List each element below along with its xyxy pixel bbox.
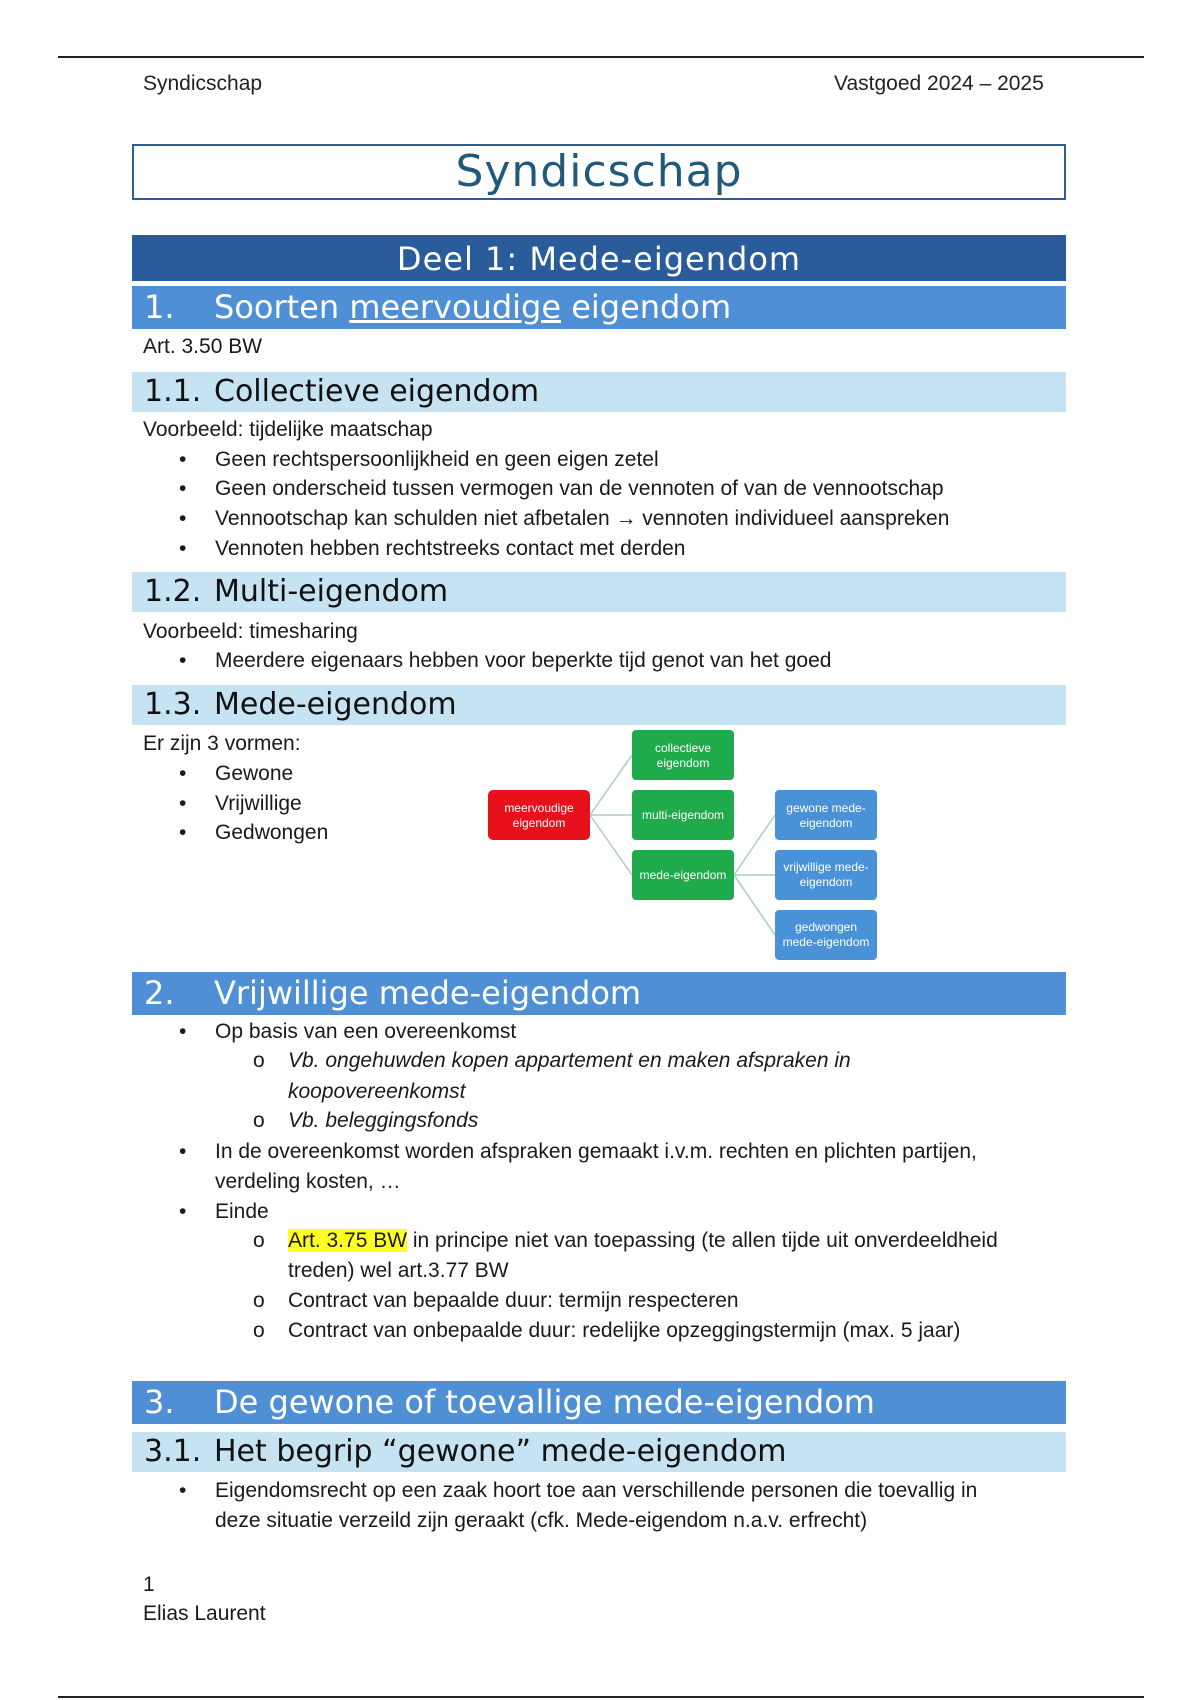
connector-line bbox=[734, 815, 775, 875]
list-item: • Op basis van een overeenkomst bbox=[215, 1020, 516, 1044]
section-title: Vrijwillige mede-eigendom bbox=[214, 974, 642, 1012]
section-title: Collectieve eigendom bbox=[214, 374, 540, 409]
list-item: • Einde bbox=[215, 1200, 269, 1224]
sub-list-item: o Art. 3.75 BW in principe niet van toepassing (te allen tijde uit onverdeeldheid bbox=[288, 1229, 998, 1253]
author-name: Elias Laurent bbox=[143, 1602, 266, 1625]
section-3-1-heading bbox=[132, 1432, 1066, 1472]
section-number: 3. bbox=[144, 1383, 175, 1421]
header-left: Syndicschap bbox=[143, 72, 263, 95]
node-vrijwillige-mede-eigendom bbox=[775, 850, 877, 900]
list-item: • Vrijwillige bbox=[215, 792, 302, 816]
node-gedwongen-mede-eigendom bbox=[775, 910, 877, 960]
section-1-heading bbox=[132, 286, 1066, 329]
intro-text: Er zijn 3 vormen: bbox=[143, 732, 301, 755]
sub-list-item: o Contract van bepaalde duur: termijn respecteren bbox=[288, 1289, 739, 1313]
bottom-rule bbox=[58, 1696, 1144, 1698]
section-1-1-heading bbox=[132, 372, 1066, 412]
root-node bbox=[488, 790, 590, 840]
section-title: De gewone of toevallige mede-eigendom bbox=[214, 1383, 875, 1421]
ownership-hierarchy-diagram bbox=[480, 720, 890, 970]
section-number: 1.2. bbox=[144, 574, 202, 609]
list-item-continuation: verdeling kosten, … bbox=[215, 1170, 401, 1193]
node-label: gewone mede- bbox=[786, 801, 866, 815]
section-2-heading bbox=[132, 972, 1066, 1015]
node-label: eigendom bbox=[799, 816, 853, 830]
section-title: Multi-eigendom bbox=[214, 574, 449, 609]
list-item: • Eigendomsrecht op een zaak hoort toe aan verschillende personen die toevallig in bbox=[215, 1479, 977, 1503]
list-item: • Geen rechtspersoonlijkheid en geen eigen zetel bbox=[215, 448, 659, 472]
node-collectieve-eigendom bbox=[632, 730, 734, 780]
node-label: vrijwillige mede- bbox=[783, 860, 869, 874]
intro-text: Voorbeeld: timesharing bbox=[143, 620, 358, 643]
node-label: eigendom bbox=[799, 875, 853, 889]
list-item: • Meerdere eigenaars hebben voor beperkte tijd genot van het goed bbox=[215, 649, 831, 673]
node-label: multi-eigendom bbox=[641, 808, 725, 822]
node-label: mede-eigendom bbox=[782, 935, 870, 949]
section-title: Het begrip “gewone” mede-eigendom bbox=[214, 1434, 787, 1469]
section-1-3-heading bbox=[132, 685, 1066, 725]
section-number: 1.3. bbox=[144, 687, 202, 722]
node-label: mede-eigendom bbox=[639, 868, 727, 882]
intro-text: Voorbeeld: tijdelijke maatschap bbox=[143, 418, 433, 441]
list-item: • Gewone bbox=[215, 762, 293, 786]
list-item-continuation: deze situatie verzeild zijn geraakt (cfk. Mede-eigendom n.a.v. erfrecht) bbox=[215, 1509, 868, 1532]
list-item: • Geen onderscheid tussen vermogen van de vennoten of van de vennootschap bbox=[215, 477, 944, 501]
section-title: Mede-eigendom bbox=[214, 687, 457, 722]
list-item: • Vennootschap kan schulden niet afbetalen → vennoten individueel aanspreken bbox=[215, 507, 949, 531]
header-right: Vastgoed 2024 – 2025 bbox=[834, 72, 1044, 95]
node-mede-eigendom bbox=[632, 850, 734, 900]
top-rule bbox=[58, 56, 1144, 58]
section-3-heading bbox=[132, 1381, 1066, 1424]
part-heading: Deel 1: Mede-eigendom bbox=[132, 235, 1066, 281]
section-number: 1.1. bbox=[144, 374, 202, 409]
highlighted-article: Art. 3.75 BW bbox=[288, 1229, 408, 1252]
sub-list-item: o Contract van onbepaalde duur: redelijke opzeggingstermijn (max. 5 jaar) bbox=[288, 1319, 960, 1343]
node-label: gedwongen bbox=[794, 920, 858, 934]
sub-list-item: o Vb. ongehuwden kopen appartement en maken afspraken in bbox=[288, 1049, 851, 1073]
node-multi-eigendom bbox=[632, 790, 734, 840]
article-reference: Art. 3.50 BW bbox=[143, 335, 263, 358]
connector-line bbox=[590, 755, 632, 815]
sub-list-item-continuation: treden) wel art.3.77 BW bbox=[288, 1259, 509, 1282]
sub-list-item-continuation: koopovereenkomst bbox=[288, 1080, 466, 1103]
section-number: 1. bbox=[144, 288, 175, 326]
node-label: meervoudige bbox=[504, 801, 574, 815]
section-number: 3.1. bbox=[144, 1434, 202, 1469]
page-number: 1 bbox=[143, 1573, 155, 1596]
diagram-connectors bbox=[590, 755, 775, 935]
section-number: 2. bbox=[144, 974, 175, 1012]
list-item: • In de overeenkomst worden afspraken gemaakt i.v.m. rechten en plichten partijen, bbox=[215, 1140, 977, 1164]
node-gewone-mede-eigendom bbox=[775, 790, 877, 840]
node-label: collectieve bbox=[654, 741, 712, 755]
document-title: Syndicschap bbox=[132, 144, 1066, 200]
node-label: eigendom bbox=[656, 756, 710, 770]
list-item: • Gedwongen bbox=[215, 821, 328, 845]
section-title: Soorten meervoudige eigendom bbox=[214, 288, 732, 326]
section-1-2-heading bbox=[132, 572, 1066, 612]
sub-list-item: o Vb. beleggingsfonds bbox=[288, 1109, 478, 1133]
connector-line bbox=[590, 815, 632, 875]
node-label: eigendom bbox=[512, 816, 566, 830]
connector-line bbox=[734, 875, 775, 935]
list-item: • Vennoten hebben rechtstreeks contact met derden bbox=[215, 537, 685, 561]
